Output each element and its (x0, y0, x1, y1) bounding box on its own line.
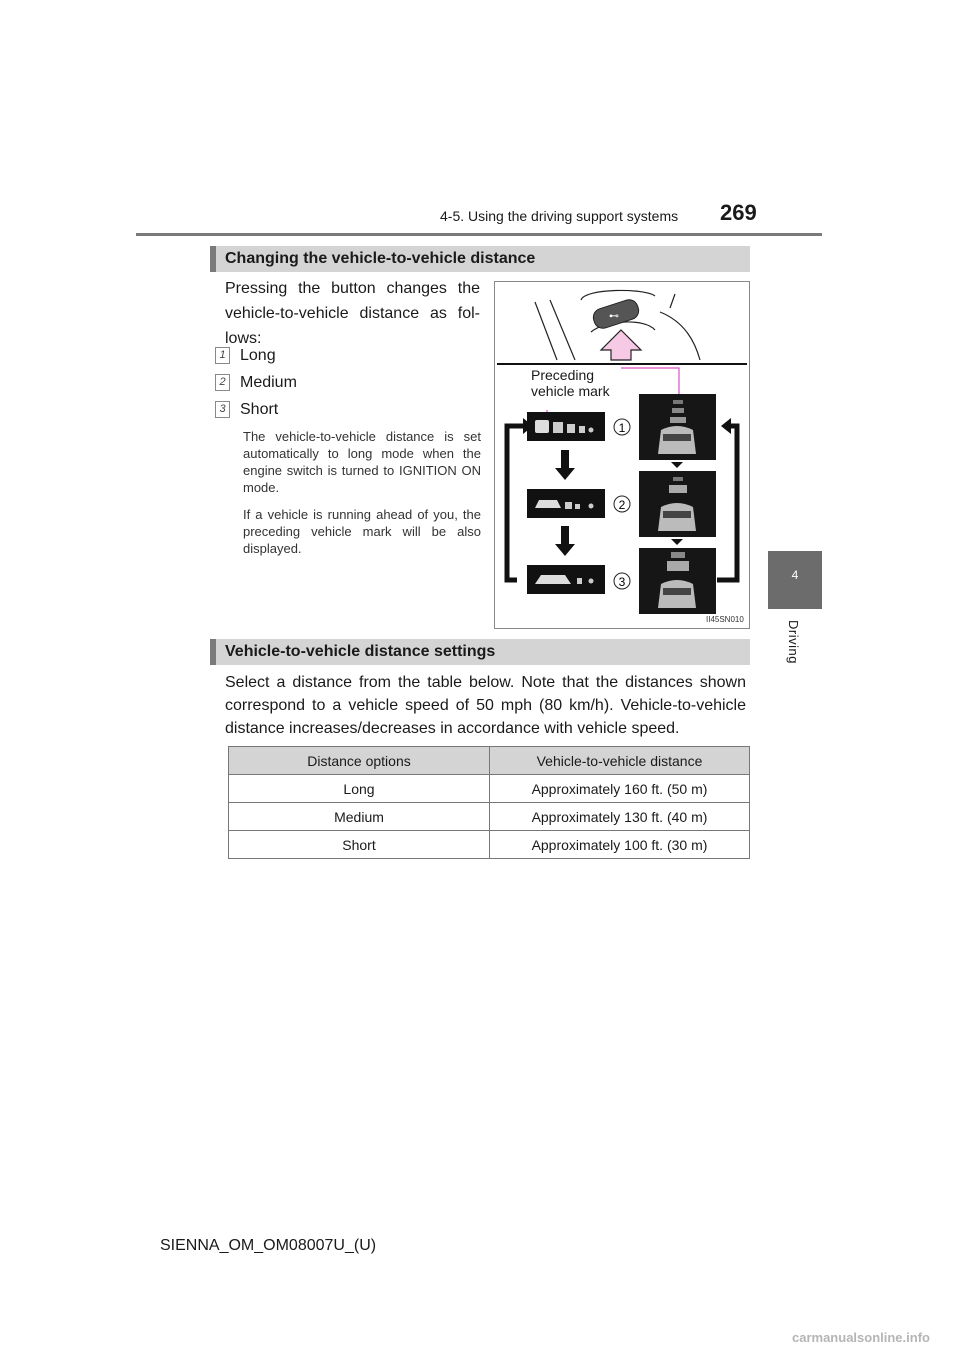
display-icon-medium (527, 489, 605, 518)
header-rule (136, 233, 822, 236)
table-header-row (229, 747, 750, 775)
cycle-arrow-right (717, 426, 737, 580)
preceding-vehicle-callout (531, 367, 610, 399)
setting-label-1 (614, 419, 630, 435)
svg-text:1: 1 (618, 421, 626, 435)
table-cell: Approximately 160 ft. (50 m) (490, 775, 750, 803)
setting-label-3 (614, 573, 630, 589)
down-arrow-icon (555, 450, 575, 480)
table-cell: Approximately 100 ft. (30 m) (490, 831, 750, 859)
distance-table (228, 746, 750, 859)
watermark: carmanualsonline.info (792, 1330, 930, 1345)
display-icon-long (527, 412, 605, 441)
distance-figure (494, 281, 750, 629)
svg-text:3: 3 (618, 575, 626, 589)
distance-illustration (495, 282, 749, 628)
table-intro-paragraph: Select a distance from the table below. Note that the distances shown correspond to a vehicle speed of 50 mph (80 km/h). Vehicle-to-vehicle distance increases/decreases in accordance with vehicle speed. (225, 674, 746, 737)
column-header-distance-options: Distance options (229, 747, 490, 775)
option-label: Long (240, 347, 276, 364)
table-row (229, 831, 750, 859)
callout-line-2: vehicle mark (531, 383, 610, 399)
display-icon-short (527, 565, 605, 594)
note-default-long: The vehicle-to-vehicle distance is set automatically to long mode when the engine switch is turned to IGNITION ON mode. (243, 429, 481, 495)
callout-line-1: Preceding (531, 367, 595, 383)
table-cell: Short (229, 831, 490, 859)
option-label: Medium (240, 374, 297, 391)
page-number: 269 (720, 200, 757, 225)
option-medium (215, 374, 297, 392)
option-label: Short (240, 401, 279, 418)
table-row (229, 775, 750, 803)
section-heading-changing-distance: Changing the vehicle-to-vehicle distance (210, 246, 750, 272)
column-header-distance: Vehicle-to-vehicle distance (490, 747, 750, 775)
number-badge: 1 (215, 347, 230, 364)
table-cell: Medium (229, 803, 490, 831)
intro-paragraph: Pressing the button changes the vehicle-to-vehicle distance as fol-lows: (225, 280, 480, 347)
svg-text:2: 2 (618, 498, 626, 512)
table-cell: Approximately 130 ft. (40 m) (490, 803, 750, 831)
document-id: SIENNA_OM_OM08007U_(U) (160, 1237, 377, 1254)
cycle-arrow-left (507, 426, 523, 580)
number-badge: 2 (215, 374, 230, 391)
callout-line (621, 368, 679, 394)
meter-display-medium (639, 471, 716, 537)
svg-text:⊷: ⊷ (609, 311, 619, 322)
meter-display-short (639, 548, 716, 614)
meter-display-long (639, 394, 716, 460)
section-heading-distance-settings: Vehicle-to-vehicle distance settings (210, 639, 750, 665)
number-badge: 3 (215, 401, 230, 418)
note-preceding-vehicle: If a vehicle is running ahead of you, the preceding vehicle mark will be also displayed. (243, 507, 481, 556)
table-cell: Long (229, 775, 490, 803)
setting-label-2 (614, 496, 630, 512)
chapter-number: 4 (791, 568, 799, 582)
section-title: 4-5. Using the driving support systems (440, 208, 679, 224)
option-long (215, 347, 276, 365)
press-arrow-icon (601, 330, 641, 360)
distance-button-icon (591, 297, 641, 330)
down-arrow-icon (555, 526, 575, 556)
table-row (229, 803, 750, 831)
option-short (215, 401, 278, 419)
figure-code: II45SN010 (706, 615, 744, 624)
chapter-label: Driving (786, 620, 801, 664)
